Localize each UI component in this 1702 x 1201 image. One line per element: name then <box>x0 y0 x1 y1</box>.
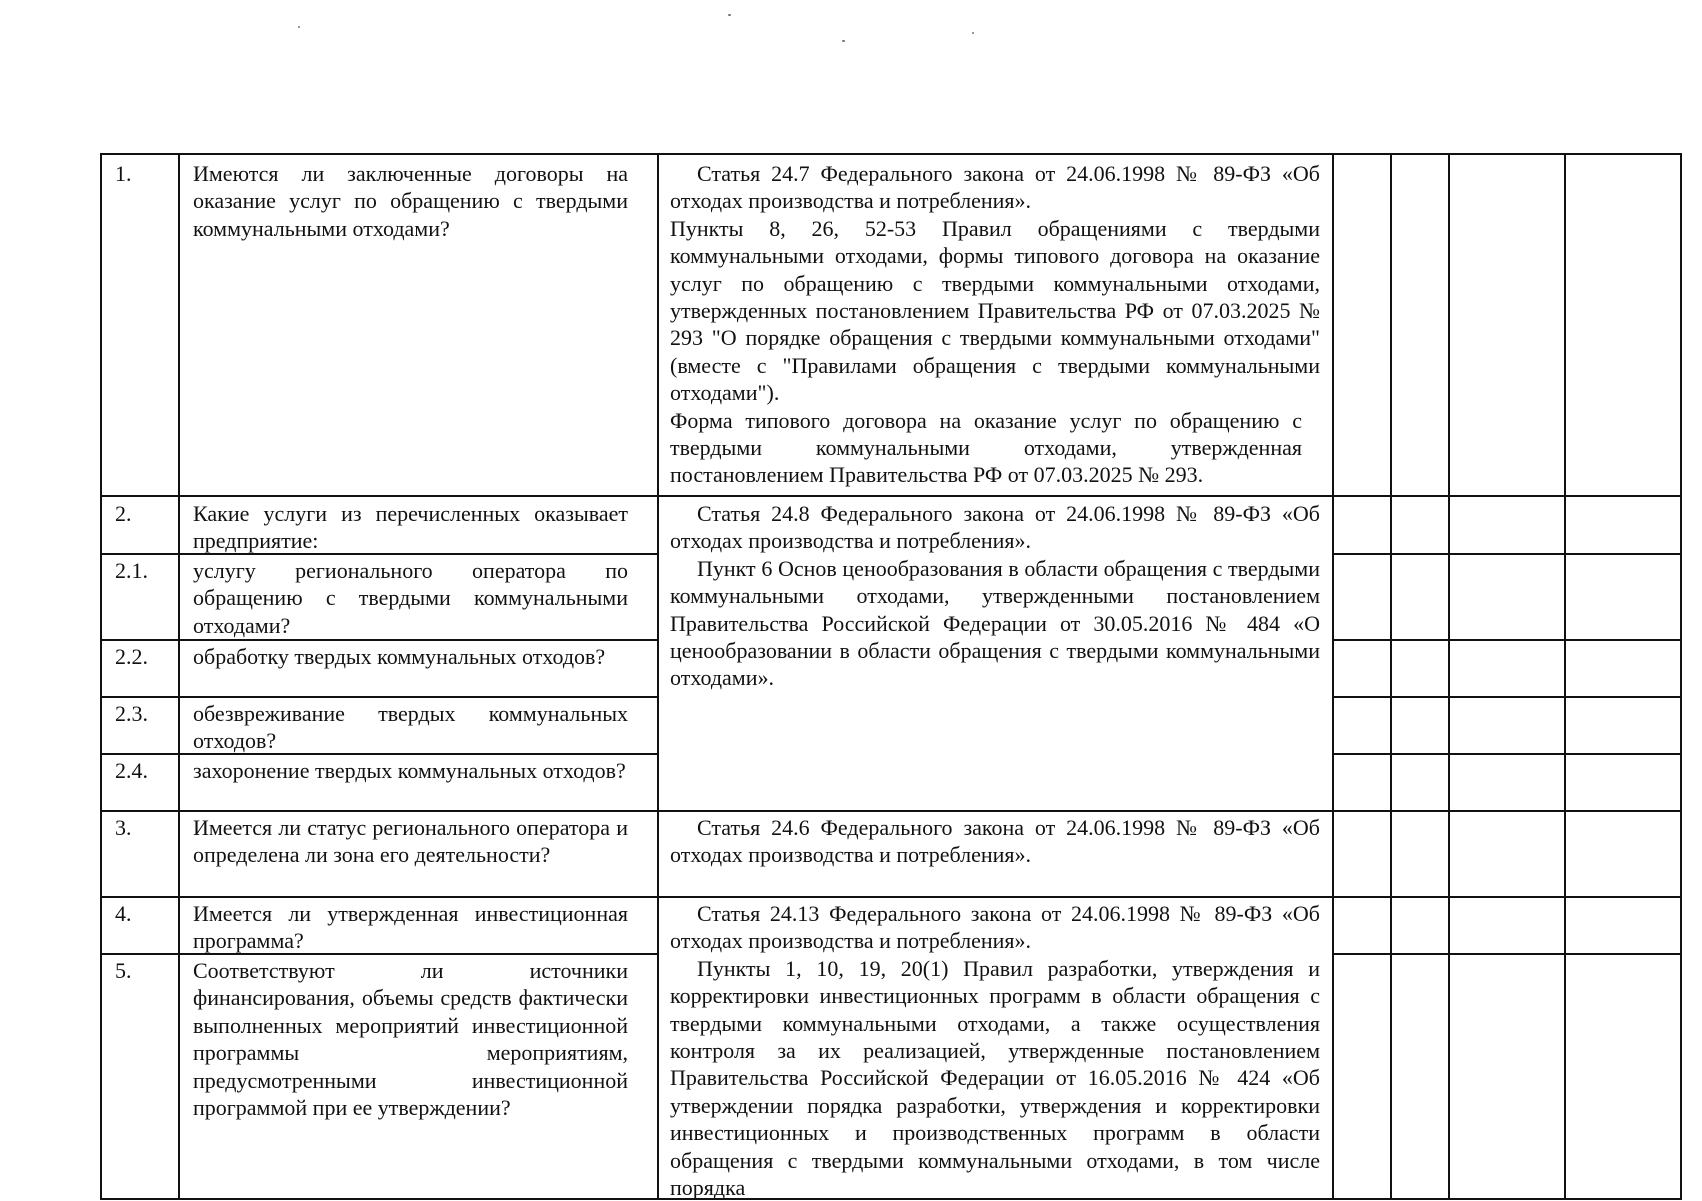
row-divider <box>100 896 1682 898</box>
question-text: обработку твердых коммунальных отходов? <box>193 644 606 669</box>
table-border-left <box>100 153 102 1199</box>
column-divider <box>1332 153 1334 1199</box>
row-number: 2. <box>115 501 132 526</box>
reference-paragraph: Форма типового договора на оказание услуг по обращению с твердыми коммунальными отходами, утвержденная постановлением Правительства РФ от 07.03.2025 № 293. <box>670 407 1302 488</box>
row-number: 2.3. <box>115 701 148 726</box>
question-text: Какие услуги из перечисленных оказывает предприятие: <box>193 501 628 554</box>
table-border-right <box>1680 153 1682 1199</box>
row-number: 5. <box>115 958 132 983</box>
row-number: 2.4. <box>115 758 148 783</box>
row-number: 2.2. <box>115 644 148 669</box>
legal-reference <box>670 814 1320 869</box>
reference-paragraph: Статья 24.8 Федерального закона от 24.06.1998 № 89-ФЗ «Об отходах производства и потребления». <box>670 501 1320 554</box>
row-number: 3. <box>115 815 132 840</box>
column-divider <box>178 153 180 1199</box>
row-number: 2.1. <box>115 558 148 583</box>
reference-paragraph: Статья 24.7 Федерального закона от 24.06.1998 № 89-ФЗ «Об отходах производства и потребления». <box>670 161 1320 214</box>
question-text: Имеется ли статус регионального оператора и определена ли зона его деятельности? <box>193 815 628 868</box>
row-divider <box>1332 953 1682 955</box>
row-divider <box>100 810 1682 812</box>
row-divider <box>100 639 657 641</box>
question-text: Имеется ли утвержденная инвестиционная программа? <box>193 901 628 954</box>
question-text: услугу регионального оператора по обращению с твердыми коммунальными отходами? <box>193 558 628 638</box>
row-number: 4. <box>115 901 132 926</box>
reference-paragraph: Пункт 6 Основ ценообразования в области обращения с твердыми коммунальными отходами, утвержденными постановлением Правительства Российской Федерации от 30.05.2016 № 484 «О ценообразовании в области обращения с твердыми коммунальными отходами». <box>670 555 1320 691</box>
reference-paragraph: Пункты 8, 26, 52-53 Правил обращениями с твердыми коммунальными отходами, формы типового договора на оказание услуг по обращению с твердыми коммунальными отходами, утвержденных постановлением Правительства РФ от 07.03.2025 № 293 "О порядке обращения с твердыми коммунальными отходами" (вместе с "Правилами обращения с твердыми коммунальными отходами"). <box>670 215 1320 406</box>
column-divider <box>1448 153 1450 1199</box>
legal-reference <box>670 500 1320 692</box>
row-divider <box>1332 553 1682 555</box>
row-divider <box>100 696 657 698</box>
row-divider <box>1332 639 1682 641</box>
legal-reference <box>670 160 1320 489</box>
question-text: Соответствуют ли источники финансирования, объемы средств фактически выполненных мероприятий инвестиционной программы мероприятиям, предусмотренными инвестиционной программой при ее утверждении? <box>193 958 628 1121</box>
row-divider <box>100 495 1682 497</box>
question-text: захоронение твердых коммунальных отходов? <box>193 758 626 783</box>
legal-reference <box>670 900 1320 1201</box>
column-divider <box>1390 153 1392 1199</box>
reference-paragraph: Статья 24.13 Федерального закона от 24.06.1998 № 89-ФЗ «Об отходах производства и потребления». <box>670 901 1320 954</box>
question-text: Имеются ли заключенные договоры на оказание услуг по обращению с твердыми коммунальными отходами? <box>193 161 628 241</box>
column-divider <box>1564 153 1566 1199</box>
row-divider <box>1332 753 1682 755</box>
column-divider <box>657 153 659 1199</box>
reference-paragraph: Статья 24.6 Федерального закона от 24.06.1998 № 89-ФЗ «Об отходах производства и потребления». <box>670 815 1320 868</box>
row-number: 1. <box>115 161 132 186</box>
reference-paragraph: Пункты 1, 10, 19, 20(1) Правил разработки, утверждения и корректировки инвестиционных программ в области обращения с твердыми коммунальными отходами, а также осуществления контроля за их реализацией, утвержденные постановлением Правительства Российской Федерации от 16.05.2016 № 424 «Об утверждении порядка разработки, утверждения и корректировки инвестиционных и производственных программ в области обращения с твердыми коммунальными отходами, в том числе порядка <box>670 955 1320 1201</box>
question-text: обезвреживание твердых коммунальных отходов? <box>193 701 628 754</box>
row-divider <box>1332 696 1682 698</box>
table-border-top <box>100 153 1682 155</box>
